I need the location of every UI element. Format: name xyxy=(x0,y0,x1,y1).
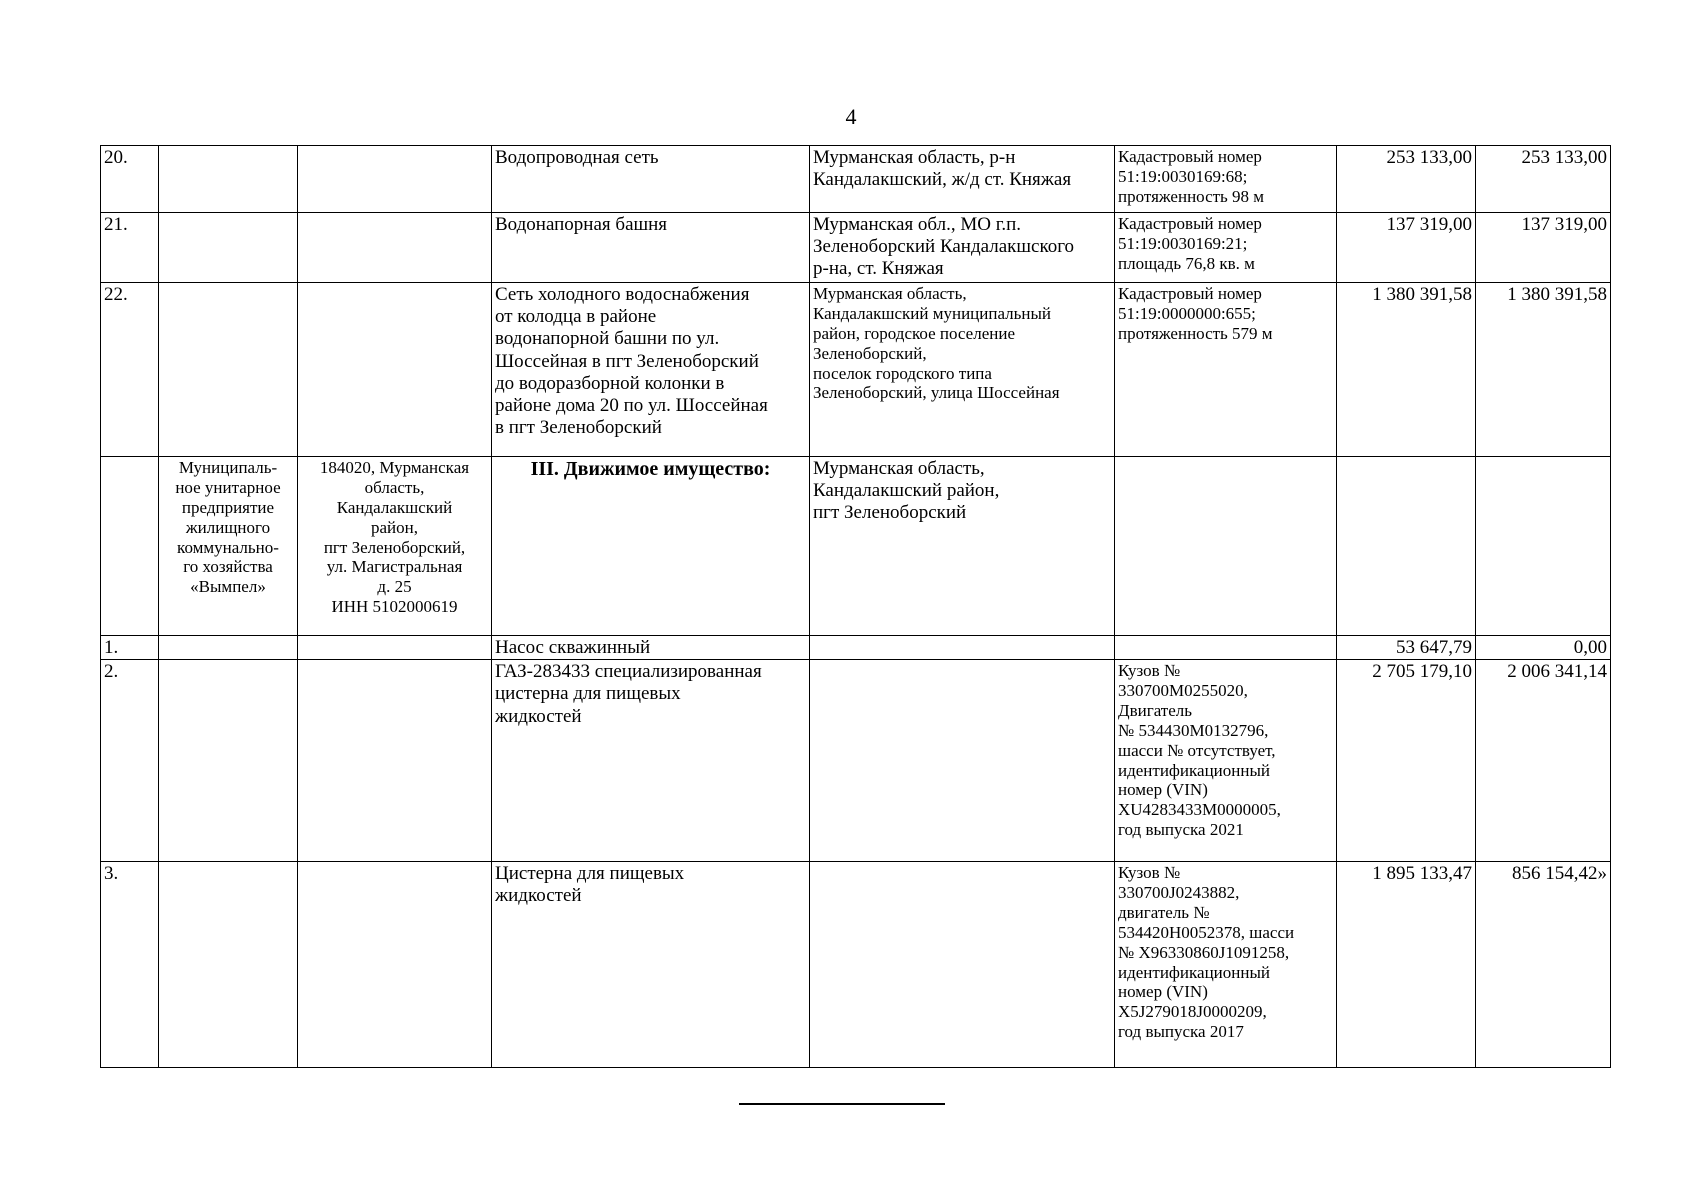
characteristics-line: шасси № отсутствует, xyxy=(1118,740,1276,760)
location-line: пгт Зеленоборский xyxy=(813,502,967,524)
object-name xyxy=(492,146,810,213)
characteristics-line: идентификационный xyxy=(1118,962,1270,982)
organization-line: «Вымпел» xyxy=(190,577,266,597)
object-location xyxy=(810,146,1115,213)
characteristics-line: 51:19:0000000:655; xyxy=(1118,303,1256,323)
row-number: 22. xyxy=(101,283,159,457)
table-row xyxy=(101,660,1611,862)
location-line: район, городское поселение xyxy=(813,323,1015,343)
object-name-line: жидкостей xyxy=(495,885,582,907)
location-line: Кандалакшский район, xyxy=(813,480,1000,502)
characteristics-line: Двигатель xyxy=(1118,700,1193,720)
empty-cell xyxy=(159,283,298,457)
empty-cell xyxy=(101,457,159,636)
location-line: Мурманская обл., МО г.п. xyxy=(813,214,1022,235)
property-registry-table xyxy=(100,145,1611,1068)
table-row xyxy=(101,283,1611,457)
object-name-line: цистерна для пищевых xyxy=(495,683,681,705)
empty-cell xyxy=(1337,457,1476,636)
characteristics-line: № 534430M0132796, xyxy=(1118,720,1269,740)
object-name-line: Водонапорная башня xyxy=(495,214,668,235)
residual-value: 1 380 391,58 xyxy=(1476,283,1611,457)
organization-address-line: район, xyxy=(371,517,418,537)
table-row xyxy=(101,636,1611,660)
location-line: р-на, ст. Княжая xyxy=(813,258,944,280)
characteristics-line: номер (VIN) xyxy=(1118,982,1208,1002)
characteristics-line: 330700M0255020, xyxy=(1118,681,1248,701)
residual-value: 137 319,00 xyxy=(1476,213,1611,283)
organization-address-line: 184020, Мурманская xyxy=(319,458,470,477)
row-number: 20. xyxy=(101,146,159,213)
object-characteristics xyxy=(1115,146,1337,213)
characteristics-line: идентификационный xyxy=(1118,760,1270,780)
organization-line: жилищного xyxy=(185,517,271,537)
object-location xyxy=(810,283,1115,457)
object-name-line: ГАЗ-283433 специализированная xyxy=(495,661,762,683)
characteristics-line: 534420H0052378, шасси xyxy=(1118,922,1295,942)
object-characteristics xyxy=(1115,660,1337,862)
location-line: поселок городского типа xyxy=(813,363,992,383)
object-name xyxy=(492,636,810,660)
characteristics-line: протяженность 579 м xyxy=(1118,323,1273,343)
empty-cell xyxy=(159,213,298,283)
section-header-row xyxy=(101,457,1611,636)
object-name-line: до водоразборной колонки в xyxy=(495,372,725,394)
location-line: Зеленоборский, xyxy=(813,343,927,363)
object-name-line: жидкостей xyxy=(495,705,582,727)
object-name-line: Водопроводная сеть xyxy=(495,147,659,168)
characteristics-line: двигатель № xyxy=(1118,902,1210,922)
empty-cell xyxy=(1476,457,1611,636)
organization-address-line: Кандалакшский xyxy=(336,497,453,517)
characteristics-line: Кадастровый номер xyxy=(1118,147,1262,166)
organization-address-line: ИНН 5102000619 xyxy=(331,597,458,617)
row-number: 21. xyxy=(101,213,159,283)
characteristics-line: год выпуска 2017 xyxy=(1118,1022,1244,1042)
empty-cell xyxy=(298,660,492,862)
book-value: 253 133,00 xyxy=(1337,146,1476,213)
object-location xyxy=(810,213,1115,283)
organization-name xyxy=(159,457,298,636)
characteristics-line: протяженность 98 м xyxy=(1118,186,1265,206)
book-value: 53 647,79 xyxy=(1337,636,1476,660)
organization-line: Муниципаль- xyxy=(178,458,278,477)
organization-address-line: ул. Магистральная xyxy=(326,557,463,577)
location-line: Мурманская область, xyxy=(813,284,967,303)
characteristics-line: 51:19:0030169:21; xyxy=(1118,233,1248,253)
characteristics-line: Кузов № xyxy=(1118,661,1181,681)
characteristics-line: X5J279018J0000209, xyxy=(1118,1002,1267,1022)
object-name xyxy=(492,283,810,457)
page-number: 4 xyxy=(845,104,857,129)
organization-address-line: д. 25 xyxy=(377,577,412,597)
location-line: Зеленоборский Кандалакшского xyxy=(813,236,1075,258)
row-number: 1. xyxy=(101,636,159,660)
residual-value: 856 154,42» xyxy=(1476,862,1611,1068)
organization-address-line: пгт Зеленоборский, xyxy=(323,537,466,557)
section-title: III. Движимое имущество: xyxy=(492,457,810,636)
organization-line: ное унитарное xyxy=(175,477,281,497)
empty-cell xyxy=(298,862,492,1068)
book-value: 1 380 391,58 xyxy=(1337,283,1476,457)
object-name-line: районе дома 20 по ул. Шоссейная xyxy=(495,395,768,417)
location-line: Мурманская область, р-н xyxy=(813,147,1016,168)
empty-cell xyxy=(159,862,298,1068)
characteristics-line: Кадастровый номер xyxy=(1118,284,1262,303)
organization-line: го хозяйства xyxy=(183,557,273,577)
object-name xyxy=(492,660,810,862)
organization-address xyxy=(298,457,492,636)
object-name-line: Цистерна для пищевых xyxy=(495,863,685,885)
row-number: 2. xyxy=(101,660,159,862)
empty-cell xyxy=(1115,457,1337,636)
book-value: 1 895 133,47 xyxy=(1337,862,1476,1068)
characteristics-line: 51:19:0030169:68; xyxy=(1118,166,1248,186)
object-name-line: Сеть холодного водоснабжения xyxy=(495,284,750,305)
location-line: Мурманская область, xyxy=(813,458,985,479)
organization-line: предприятие xyxy=(181,497,275,517)
object-name-line: водонапорной башни по ул. xyxy=(495,328,720,350)
characteristics-line: год выпуска 2021 xyxy=(1118,820,1244,840)
object-name-line: в пгт Зеленоборский xyxy=(495,417,662,439)
object-name xyxy=(492,213,810,283)
location-line: Кандалакшский муниципальный xyxy=(813,303,1052,323)
characteristics-line: площадь 76,8 кв. м xyxy=(1118,253,1255,273)
empty-cell xyxy=(298,146,492,213)
object-name xyxy=(492,862,810,1068)
row-number: 3. xyxy=(101,862,159,1068)
end-of-document-rule xyxy=(739,1103,945,1105)
empty-cell xyxy=(810,660,1115,862)
object-name-line: Шоссейная в пгт Зеленоборский xyxy=(495,350,759,372)
section-location xyxy=(810,457,1115,636)
empty-cell xyxy=(159,660,298,862)
characteristics-line: номер (VIN) xyxy=(1118,780,1208,800)
characteristics-line: Кадастровый номер xyxy=(1118,214,1262,233)
object-name-line: Насос скважинный xyxy=(495,637,651,658)
object-name-line: от колодца в районе xyxy=(495,306,657,328)
residual-value: 2 006 341,14 xyxy=(1476,660,1611,862)
characteristics-line: 330700J0243882, xyxy=(1118,883,1240,903)
empty-cell xyxy=(1115,636,1337,660)
object-characteristics xyxy=(1115,862,1337,1068)
empty-cell xyxy=(298,213,492,283)
object-characteristics xyxy=(1115,213,1337,283)
organization-address-line: область, xyxy=(364,477,425,497)
residual-value: 253 133,00 xyxy=(1476,146,1611,213)
residual-value: 0,00 xyxy=(1476,636,1611,660)
location-line: Зеленоборский, улица Шоссейная xyxy=(813,383,1060,403)
empty-cell xyxy=(298,636,492,660)
empty-cell xyxy=(159,146,298,213)
empty-cell xyxy=(810,862,1115,1068)
empty-cell xyxy=(298,283,492,457)
characteristics-line: Кузов № xyxy=(1118,863,1181,883)
book-value: 137 319,00 xyxy=(1337,213,1476,283)
table-row xyxy=(101,862,1611,1068)
object-characteristics xyxy=(1115,283,1337,457)
characteristics-line: № X96330860J1091258, xyxy=(1118,942,1290,962)
table-row xyxy=(101,146,1611,213)
organization-line: коммунально- xyxy=(177,537,279,557)
book-value: 2 705 179,10 xyxy=(1337,660,1476,862)
location-line: Кандалакшский, ж/д ст. Княжая xyxy=(813,169,1072,191)
characteristics-line: XU4283433M0000005, xyxy=(1118,800,1281,820)
table-row xyxy=(101,213,1611,283)
empty-cell xyxy=(159,636,298,660)
empty-cell xyxy=(810,636,1115,660)
